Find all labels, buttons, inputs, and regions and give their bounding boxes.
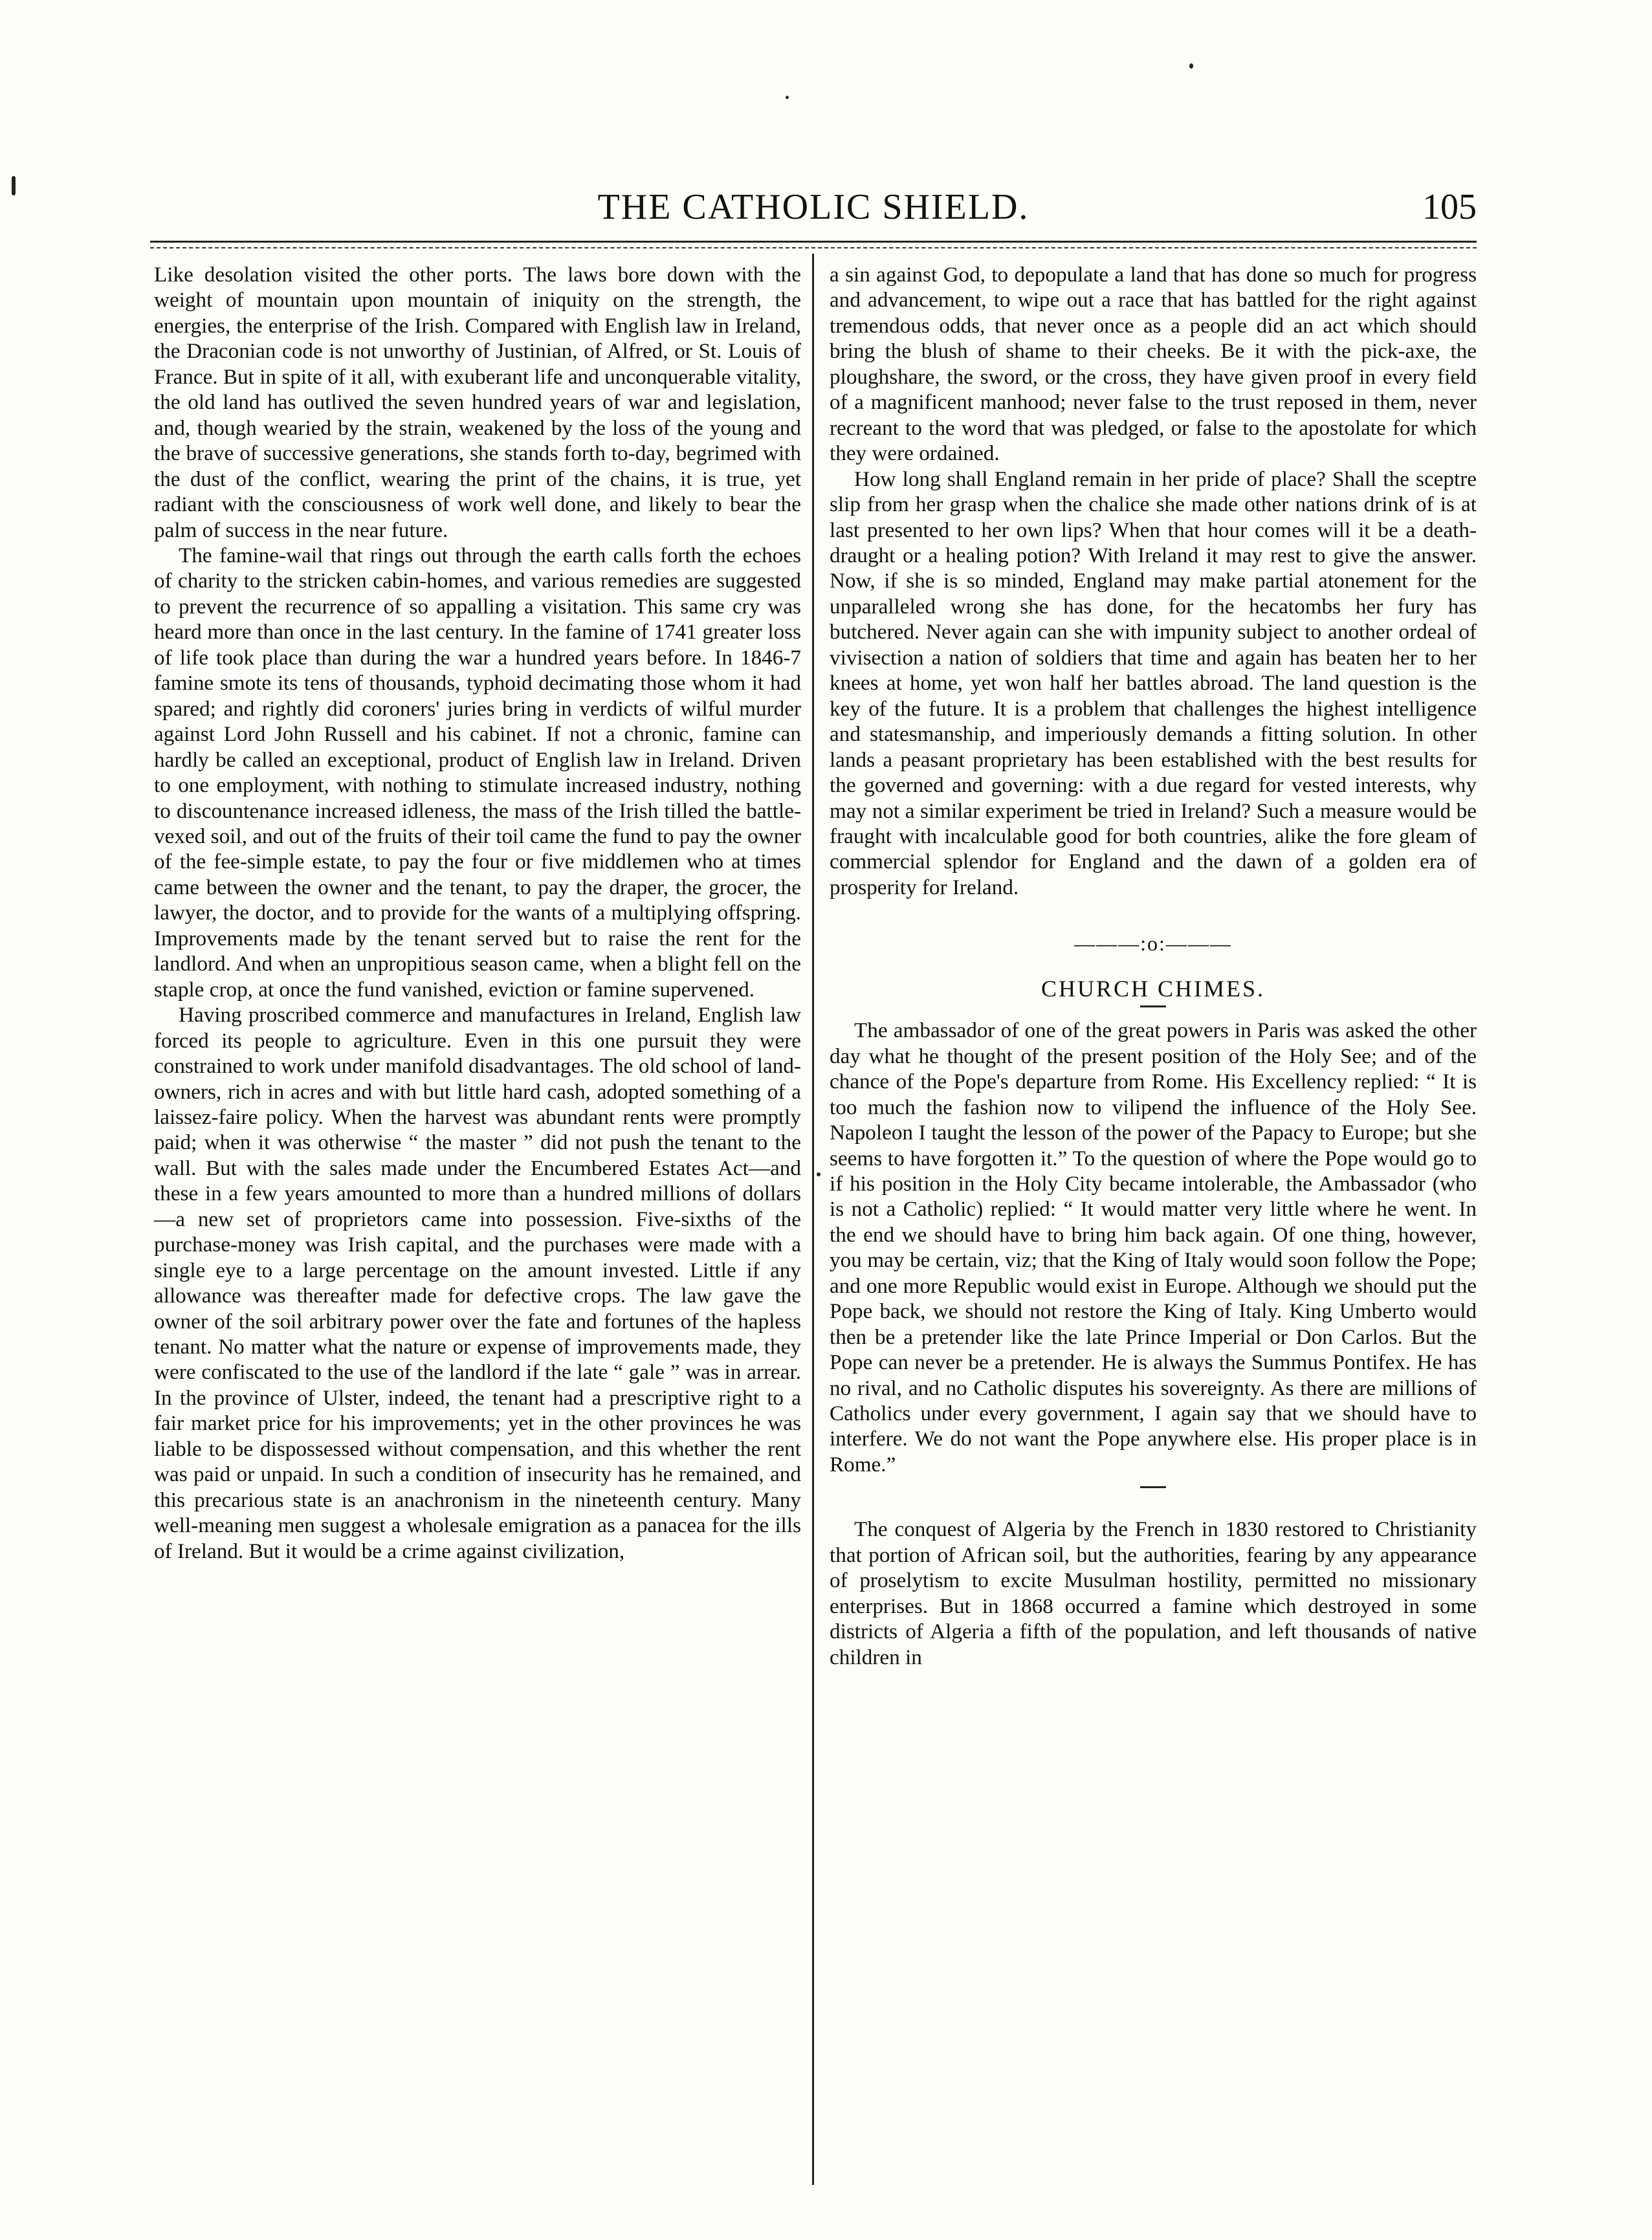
page-header	[150, 186, 1477, 238]
section-title: CHURCH CHIMES.	[1041, 975, 1266, 1002]
right-paragraph-2: How long shall England remain in her pride of place? Shall the sceptre slip from her grasp when the chalice she made other nations drink of is at last presented to her own lips? When that hour comes will it be a death-draught or a healing potion? With Ireland it may rest to give the answer. Now, if she is so minded, England may make partial atonement for the unparalleled wrong she has done, for the hecatombs her fury has butchered. Never again can she with impunity subject to another ordeal of vivisection a nation of soldiers that time and again has beaten her to her knees at home, yet won half her battles abroad. The land question is the key of the future. It is a problem that challenges the highest intelligence and statesmanship, and imperiously demands a fitting solution. In other lands a peasant proprietary has been established with the best results for the governed and governing: with a due regard for vested interests, why may not a similar experiment be tried in Ireland? Such a measure would be fraught with incalculable good for both countries, alike the fore gleam of commercial splendor for England and the dawn of a golden era of prosperity for Ireland.	[830, 467, 1477, 899]
right-column	[830, 262, 1477, 1670]
column-divider	[812, 254, 814, 2185]
ink-speck	[12, 176, 16, 195]
header-rule	[150, 241, 1477, 243]
left-paragraph-2: The famine-wail that rings out through the earth calls forth the echoes of charity to the stricken cabin-homes, and various remedies are suggested to prevent the recurrence of so appalling a visitation. This same cry was heard more than once in the last century. In the famine of 1741 greater loss of life took place than during the war a hundred years before. In 1846-7 famine smote its tens of thousands, typhoid decimating those whom it had spared; and rightly did coroners' juries bring in verdicts of wilful murder against Lord John Russell and his cabinet. If not a chronic, famine can hardly be called an exceptional, product of English law in Ireland. Driven to one employment, with nothing to stimulate increased industry, nothing to discountenance increased idleness, the mass of the Irish tilled the battle-vexed soil, and out of the fruits of their toil came the fund to pay the owner of the fee-simple estate, to pay the four or five middlemen who at times came between the owner and the tenant, to pay the draper, the grocer, the lawyer, the doctor, and to provide for the wants of a multiplying offspring. Improvements made by the tenant served but to raise the rent for the landlord. And when an unpropitious season came, when a blight fell on the staple crop, at once the fund vanished, eviction or famine supervened.	[154, 543, 801, 1002]
left-paragraph-1: Like desolation visited the other ports. The laws bore down with the weight of mountain upon mountain of iniquity on the strength, the energies, the enterprise of the Irish. Compared with English law in Ireland, the Draconian code is not unworthy of Justinian, of Alfred, or St. Louis of France. But in spite of it all, with exuberant life and unconquerable vitality, the old land has outlived the seven hundred years of war and legislation, and, though wearied by the strain, weakened by the loss of the young and the brave of successive generations, she stands forth to-day, begrimed with the dust of the conflict, wearing the print of the chains, it is true, yet radiant with the consciousness of work well done, and likely to bear the palm of success in the near future.	[154, 263, 801, 542]
ink-speck	[1189, 63, 1193, 69]
page-number: 105	[1422, 187, 1477, 227]
church-chimes-paragraph-1: The ambassador of one of the great powers in Paris was asked the other day what he thought of the present position of the Holy See; and of the chance of the Pope's departure from Rome. His Excellency replied: “ It is too much the fashion now to vilipend the influence of the Holy See. Napoleon I taught the lesson of the power of the Papacy to Europe; but she seems to have forgotten it.” To the question of where the Pope would go to if his position in the Holy City became intolerable, the Ambassador (who is not a Catholic) replied: “ It would matter very little where he went. In the end we should have to bring him back again. Of one thing, however, you may be certain, viz; that the King of Italy would soon follow the Pope; and one more Republic would exist in Europe. Although we should put the Pope back, we should not restore the King of Italy. King Umberto would then be a pretender like the late Prince Imperial or Don Carlos. But the Pope can never be a pretender. He is always the Summus Pontifex. He has no rival, and no Catholic disputes his sovereignty. As there are millions of Catholics under every government, I again say that we should have to interfere. We do not want the Pope anywhere else. His proper place is in Rome.”	[830, 1018, 1477, 1477]
ink-speck	[817, 1172, 820, 1176]
section-separator: ———:o:———	[1074, 932, 1232, 956]
item-dash	[1140, 1486, 1166, 1488]
left-paragraph-3: Having proscribed commerce and manufactures in Ireland, English law forced its people to agriculture. Even in this one pursuit they were constrained to work under manifold disadvantages. The old school of land-owners, rich in acres and with but little hard cash, adopted something of a laissez-faire policy. When the harvest was abundant rents were promptly paid; when it was otherwise “ the master ” did not push the tenant to the wall. But with the sales made under the Encumbered Estates Act—and these in a few years amounted to more than a hundred millions of dollars—a new set of proprietors came into possession. Five-sixths of the purchase-money was Irish capital, and the purchases were made with a single eye to a large percentage on the amount invested. Little if any allowance was thereafter made for defective crops. The law gave the owner of the soil arbitrary power over the fate and fortunes of the hapless tenant. No matter what the nature or expense of improvements made, they were confiscated to the use of the landlord if the late “ gale ” was in arrear. In the province of Ulster, indeed, the tenant had a prescriptive right to a fair market price for his improvements; yet in the other provinces he was liable to be dispossessed without compensation, and this whether the rent was paid or unpaid. In such a condition of insecurity has he remained, and this precarious state is an anachronism in the nineteenth century. Many well-meaning men suggest a wholesale emigration as a panacea for the ills of Ireland. But it would be a crime against civilization,	[154, 1003, 801, 1563]
ink-speck	[786, 96, 789, 99]
church-chimes-paragraph-2: The conquest of Algeria by the French in 1830 restored to Christianity that portion of African soil, but the authorities, fearing by any appearance of proselytism to excite Musulman hostility, permitted no missionary enterprises. But in 1868 occurred a famine which destroyed in some districts of Algeria a fifth of the population, and left thousands of native children in	[830, 1517, 1477, 1669]
right-paragraph-1: a sin against God, to depopulate a land that has done so much for progress and advancement, to wipe out a race that has battled for the right against tremendous odds, that never once as a people did an act which should bring the blush of shame to their cheeks. Be it with the pick-axe, the ploughshare, the sword, or the cross, they have given proof in every field of a magnificent manhood; never false to the trust reposed in them, never recreant to the word that was pledged, or false to the apostolate for which they were ordained.	[830, 263, 1477, 466]
left-column	[154, 262, 801, 1564]
page-title: THE CATHOLIC SHIELD.	[597, 187, 1030, 227]
title-dash	[1140, 1005, 1166, 1007]
header-rule-dashed	[150, 247, 1477, 248]
